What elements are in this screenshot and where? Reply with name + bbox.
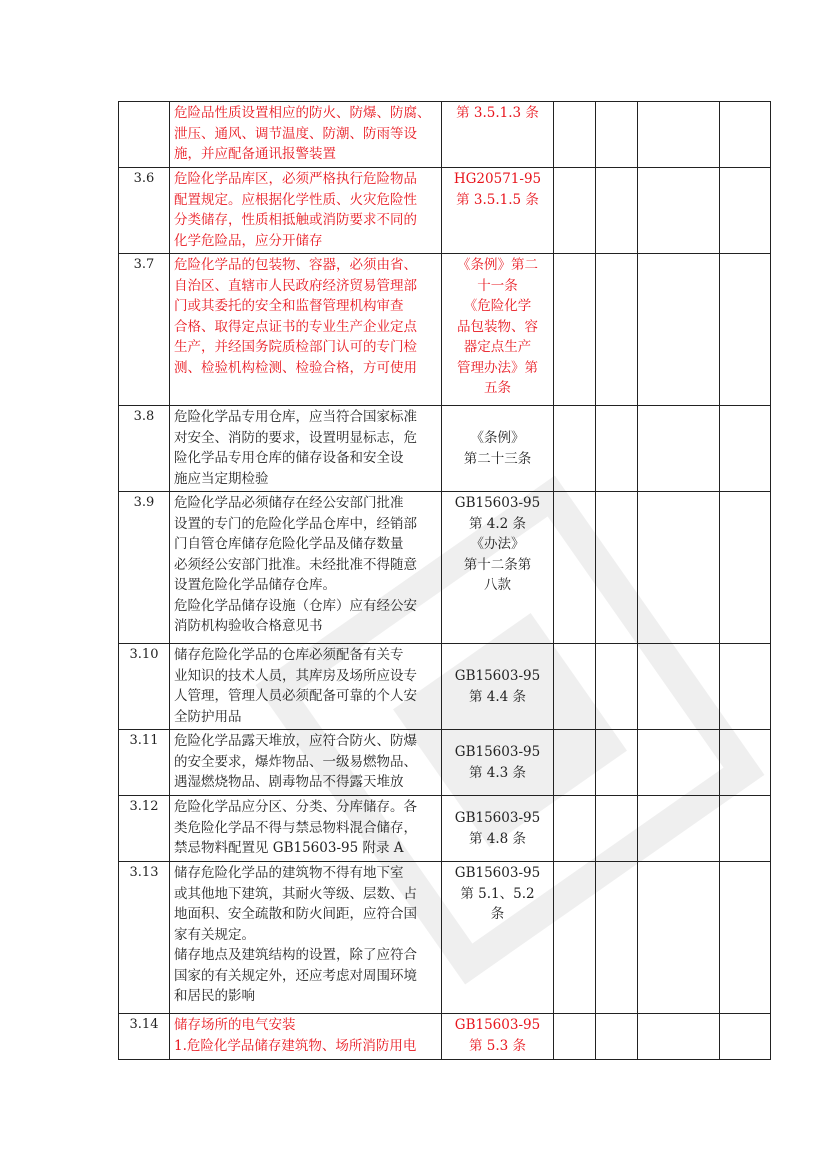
table-row (119, 492, 771, 644)
requirement-text (170, 492, 442, 644)
item-number: 3.11 (119, 730, 170, 796)
requirement-line: 危险化学品储存设施（仓库）应有经公安 (174, 597, 417, 614)
table-row (119, 102, 771, 168)
requirement-line: 配置规定。应根据化学性质、火灾危险性 (174, 191, 417, 208)
reference-basis (442, 730, 554, 796)
requirement-line: 遇湿燃烧物品、剧毒物品不得露天堆放 (174, 774, 404, 790)
empty-check-cell[interactable] (596, 102, 638, 168)
requirement-line: 门自管仓库储存危险化学品及储存数量 (174, 536, 404, 552)
reference-line: 《办法》 (470, 536, 525, 552)
requirement-text (170, 168, 442, 254)
table-row (119, 862, 771, 1014)
requirement-line: 测、检验机构检测、检验合格，方可使用 (174, 359, 417, 376)
reference-line: 第 4.4 条 (468, 688, 527, 705)
reference-line: 《危险化学 (463, 298, 532, 314)
requirement-line: 业知识的技术人员，其库房及场所应设专 (174, 667, 417, 684)
empty-check-cell[interactable] (720, 168, 771, 254)
item-number: 3.14 (119, 1014, 170, 1060)
requirement-line: 化学危险品，应分开储存 (174, 232, 323, 249)
reference-basis (442, 168, 554, 254)
item-number: 3.9 (119, 492, 170, 644)
requirement-line: 危险化学品的包装物、容器，必须由省、 (174, 257, 417, 273)
requirement-line: 家有关规定。 (174, 926, 255, 943)
empty-check-cell[interactable] (638, 254, 720, 406)
reference-line: 《条例》 (470, 430, 525, 446)
reference-line: 第 5.3 条 (468, 1037, 527, 1054)
table-row (119, 406, 771, 492)
reference-line: 第 4.8 条 (468, 830, 527, 847)
requirement-text (170, 102, 442, 168)
requirement-line: 危险化学品露天堆放，应符合防火、防爆 (174, 733, 417, 749)
reference-line: 第 5.1、5.2 (460, 885, 535, 902)
reference-line: GB15603-95 (454, 1017, 541, 1033)
empty-check-cell[interactable] (638, 862, 720, 1014)
empty-check-cell[interactable] (554, 492, 596, 644)
requirement-line: 储存地点及建筑结构的设置，除了应符合 (174, 947, 417, 963)
item-number: 3.6 (119, 168, 170, 254)
requirement-line: 地面积、安全疏散和防火间距，应符合国 (174, 906, 417, 922)
requirement-line: 消防机构验收合格意见书 (174, 618, 323, 634)
requirement-line: 险化学品专用仓库的储存设备和安全设 (174, 450, 404, 466)
requirement-line: 施，并应配备通讯报警装置 (174, 146, 336, 162)
empty-check-cell[interactable] (638, 796, 720, 862)
empty-check-cell[interactable] (596, 492, 638, 644)
reference-line: 条 (490, 906, 505, 922)
empty-check-cell[interactable] (720, 862, 771, 1014)
reference-basis (442, 254, 554, 406)
requirement-line: 储存场所的电气安装 (174, 1017, 296, 1033)
empty-check-cell[interactable] (720, 644, 771, 730)
empty-check-cell[interactable] (638, 492, 720, 644)
requirement-line: 的安全要求，爆炸物品、一级易燃物品、 (174, 753, 417, 770)
reference-line: GB15603-95 (454, 865, 541, 881)
item-number: 3.8 (119, 406, 170, 492)
requirement-line: 危险化学品库区，必须严格执行危险物品 (174, 171, 417, 187)
requirement-text (170, 1014, 442, 1060)
requirement-line: 分类储存，性质相抵触或消防要求不同的 (174, 212, 417, 228)
empty-check-cell[interactable] (554, 102, 596, 168)
requirement-line: 合格、取得定点证书的专业生产企业定点 (174, 318, 417, 335)
reference-line: 第十二条第 (463, 556, 532, 573)
item-number: 3.7 (119, 254, 170, 406)
requirement-line: 国家的有关规定外，还应考虑对周围环境 (174, 967, 417, 984)
empty-check-cell[interactable] (554, 406, 596, 492)
empty-check-cell[interactable] (720, 796, 771, 862)
reference-line: 器定点生产 (463, 339, 532, 355)
empty-check-cell[interactable] (720, 492, 771, 644)
table-row (119, 730, 771, 796)
reference-line: 第 4.2 条 (468, 515, 527, 532)
empty-check-cell[interactable] (596, 1014, 638, 1060)
reference-line: 第二十三条 (463, 450, 532, 467)
requirement-text (170, 862, 442, 1014)
table-row (119, 796, 771, 862)
reference-line: GB15603-95 (454, 810, 541, 826)
requirement-line: 人管理，管理人员必须配备可靠的个人安 (174, 688, 417, 704)
requirement-text (170, 254, 442, 406)
requirement-line: 对安全、消防的要求，设置明显标志，危 (174, 429, 417, 446)
requirement-line: 禁忌物料配置见 GB15603-95 附录 A (174, 840, 404, 856)
empty-check-cell[interactable] (554, 254, 596, 406)
reference-line: 十一条 (477, 277, 518, 294)
requirement-line: 施应当定期检验 (174, 470, 269, 487)
empty-check-cell[interactable] (638, 168, 720, 254)
empty-check-cell[interactable] (638, 102, 720, 168)
reference-basis (442, 644, 554, 730)
requirement-text (170, 730, 442, 796)
reference-basis (442, 1014, 554, 1060)
table-row (119, 168, 771, 254)
table-body (119, 102, 771, 1060)
requirement-line: 危险化学品应分区、分类、分库储存。各 (174, 799, 417, 815)
empty-check-cell[interactable] (638, 644, 720, 730)
requirement-line: 全防护用品 (174, 708, 242, 725)
requirement-line: 储存危险化学品的建筑物不得有地下室 (174, 865, 404, 881)
requirement-line: 或其他地下建筑，其耐火等级、层数、占 (174, 885, 417, 902)
reference-basis (442, 406, 554, 492)
requirement-line: 和居民的影响 (174, 988, 255, 1004)
requirement-text (170, 644, 442, 730)
empty-check-cell[interactable] (638, 1014, 720, 1060)
empty-check-cell[interactable] (720, 406, 771, 492)
empty-check-cell[interactable] (596, 406, 638, 492)
empty-check-cell[interactable] (720, 730, 771, 796)
reference-line: 八款 (484, 577, 511, 593)
requirement-line: 必须经公安部门批准。未经批准不得随意 (174, 556, 417, 573)
requirement-line: 1.危险化学品储存建筑物、场所消防用电 (174, 1037, 417, 1054)
empty-check-cell[interactable] (554, 862, 596, 1014)
requirement-line: 设置危险化学品储存仓库。 (174, 577, 336, 593)
inspection-table (118, 101, 771, 1060)
reference-line: 管理办法》第 (457, 359, 538, 376)
empty-check-cell[interactable] (596, 796, 638, 862)
item-number: 3.10 (119, 644, 170, 730)
empty-check-cell[interactable] (554, 796, 596, 862)
empty-check-cell[interactable] (720, 1014, 771, 1060)
empty-check-cell[interactable] (554, 1014, 596, 1060)
item-number: 3.13 (119, 862, 170, 1014)
requirement-line: 危险品性质设置相应的防火、防爆、防腐、 (174, 105, 431, 121)
empty-check-cell[interactable] (554, 168, 596, 254)
requirement-line: 生产，并经国务院质检部门认可的专门检 (174, 339, 417, 355)
empty-check-cell[interactable] (596, 644, 638, 730)
reference-line: GB15603-95 (454, 668, 541, 684)
empty-check-cell[interactable] (596, 254, 638, 406)
requirement-line: 自治区、直辖市人民政府经济贸易管理部 (174, 277, 417, 294)
reference-basis (442, 492, 554, 644)
table-row (119, 644, 771, 730)
reference-line: 第 3.5.1.5 条 (456, 191, 539, 208)
reference-line: 第 3.5.1.3 条 (456, 105, 539, 121)
requirement-line: 类危险化学品不得与禁忌物料混合储存， (174, 819, 417, 836)
empty-check-cell[interactable] (596, 862, 638, 1014)
item-number: 3.12 (119, 796, 170, 862)
reference-line: 五条 (484, 380, 511, 396)
requirement-line: 泄压、通风、调节温度、防潮、防雨等设 (174, 125, 417, 142)
table-row (119, 1014, 771, 1060)
reference-basis (442, 862, 554, 1014)
requirement-line: 危险化学品必须储存在经公安部门批准 (174, 495, 404, 511)
reference-basis (442, 102, 554, 168)
requirement-line: 危险化学品专用仓库，应当符合国家标准 (174, 409, 417, 425)
requirement-line: 门或其委托的安全和监督管理机构审查 (174, 298, 404, 314)
reference-line: 品包装物、容 (457, 318, 538, 335)
empty-check-cell[interactable] (720, 254, 771, 406)
reference-line: 《条例》第二 (457, 257, 538, 273)
table-row (119, 254, 771, 406)
reference-line: GB15603-95 (454, 495, 541, 511)
empty-check-cell[interactable] (638, 406, 720, 492)
requirement-text (170, 406, 442, 492)
empty-check-cell[interactable] (554, 730, 596, 796)
requirement-text (170, 796, 442, 862)
requirement-line: 设置的专门的危险化学品仓库中，经销部 (174, 515, 417, 532)
empty-check-cell[interactable] (554, 644, 596, 730)
reference-line: 第 4.3 条 (468, 764, 527, 781)
item-number (119, 102, 170, 168)
empty-check-cell[interactable] (596, 168, 638, 254)
requirement-line: 储存危险化学品的仓库必须配备有关专 (174, 647, 404, 663)
empty-check-cell[interactable] (638, 730, 720, 796)
empty-check-cell[interactable] (720, 102, 771, 168)
reference-line: HG20571-95 (453, 171, 542, 187)
reference-basis (442, 796, 554, 862)
empty-check-cell[interactable] (596, 730, 638, 796)
reference-line: GB15603-95 (454, 744, 541, 760)
